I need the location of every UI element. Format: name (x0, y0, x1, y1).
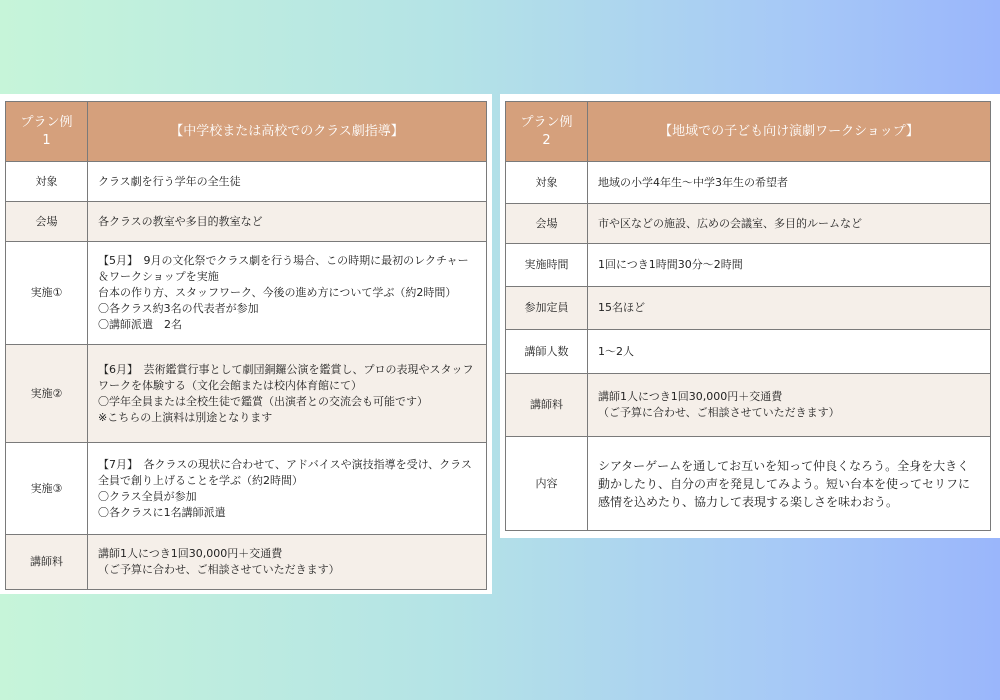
plan-number-label: プラン例 1 (6, 102, 88, 162)
row-value: 1〜2人 (588, 330, 991, 374)
plan-table-header (6, 102, 487, 162)
plan-title: 【地域での子ども向け演劇ワークショップ】 (588, 102, 991, 162)
table-row (506, 437, 991, 531)
row-label: 講師料 (6, 535, 88, 590)
plan-card-1 (0, 94, 492, 594)
row-label: 参加定員 (506, 287, 588, 330)
row-value: 各クラスの教室や多目的教室など (88, 202, 487, 242)
row-label: 講師人数 (506, 330, 588, 374)
plan-title: 【中学校または高校でのクラス劇指導】 (88, 102, 487, 162)
table-row (6, 162, 487, 202)
row-value: 15名ほど (588, 287, 991, 330)
row-value: 【5月】 9月の文化祭でクラス劇を行う場合、この時期に最初のレクチャー＆ワークショップを実施 台本の作り方、スタッフワーク、今後の進め方について学ぶ（約2時間） 〇各クラス約3名の代表者が参加 〇講師派遣 2名 (88, 242, 487, 345)
row-label: 会場 (6, 202, 88, 242)
table-row (506, 374, 991, 437)
plan-table-1 (5, 101, 487, 590)
table-row (506, 162, 991, 204)
table-row (6, 202, 487, 242)
table-row (506, 330, 991, 374)
row-label: 実施③ (6, 443, 88, 535)
row-label: 会場 (506, 204, 588, 244)
row-label: 講師料 (506, 374, 588, 437)
row-label: 実施時間 (506, 244, 588, 287)
table-row (6, 345, 487, 443)
row-value: 講師1人につき1回30,000円＋交通費 （ご予算に合わせ、ご相談させていただきます） (588, 374, 991, 437)
row-label: 実施② (6, 345, 88, 443)
row-label: 内容 (506, 437, 588, 531)
plan-table-header (506, 102, 991, 162)
table-row (6, 443, 487, 535)
row-label: 対象 (6, 162, 88, 202)
row-value: シアターゲームを通してお互いを知って仲良くなろう。全身を大きく動かしたり、自分の声を発見してみよう。短い台本を使ってセリフに感情を込めたり、協力して表現する楽しさを味わおう。 (588, 437, 991, 531)
table-row (506, 244, 991, 287)
row-value: クラス劇を行う学年の全生徒 (88, 162, 487, 202)
plan-number-label: プラン例 2 (506, 102, 588, 162)
row-value: 1回につき1時間30分〜2時間 (588, 244, 991, 287)
table-row (6, 242, 487, 345)
plan-table-2 (505, 101, 991, 531)
table-row (6, 535, 487, 590)
plan-card-2 (500, 94, 1000, 538)
row-value: 【7月】 各クラスの現状に合わせて、アドバイスや演技指導を受け、クラス全員で創り上げることを学ぶ（約2時間） 〇クラス全員が参加 〇各クラスに1名講師派遣 (88, 443, 487, 535)
table-row (506, 287, 991, 330)
row-label: 実施① (6, 242, 88, 345)
row-value: 地域の小学4年生〜中学3年生の希望者 (588, 162, 991, 204)
row-value: 講師1人につき1回30,000円＋交通費 （ご予算に合わせ、ご相談させていただきます） (88, 535, 487, 590)
table-row (506, 204, 991, 244)
row-value: 【6月】 芸術鑑賞行事として劇団銅鑼公演を鑑賞し、プロの表現やスタッフワークを体験する（文化会館または校内体育館にて） 〇学年全員または全校生徒で鑑賞（出演者との交流会も可能です） ※こちらの上演料は別途となります (88, 345, 487, 443)
row-value: 市や区などの施設、広めの会議室、多目的ルームなど (588, 204, 991, 244)
row-label: 対象 (506, 162, 588, 204)
